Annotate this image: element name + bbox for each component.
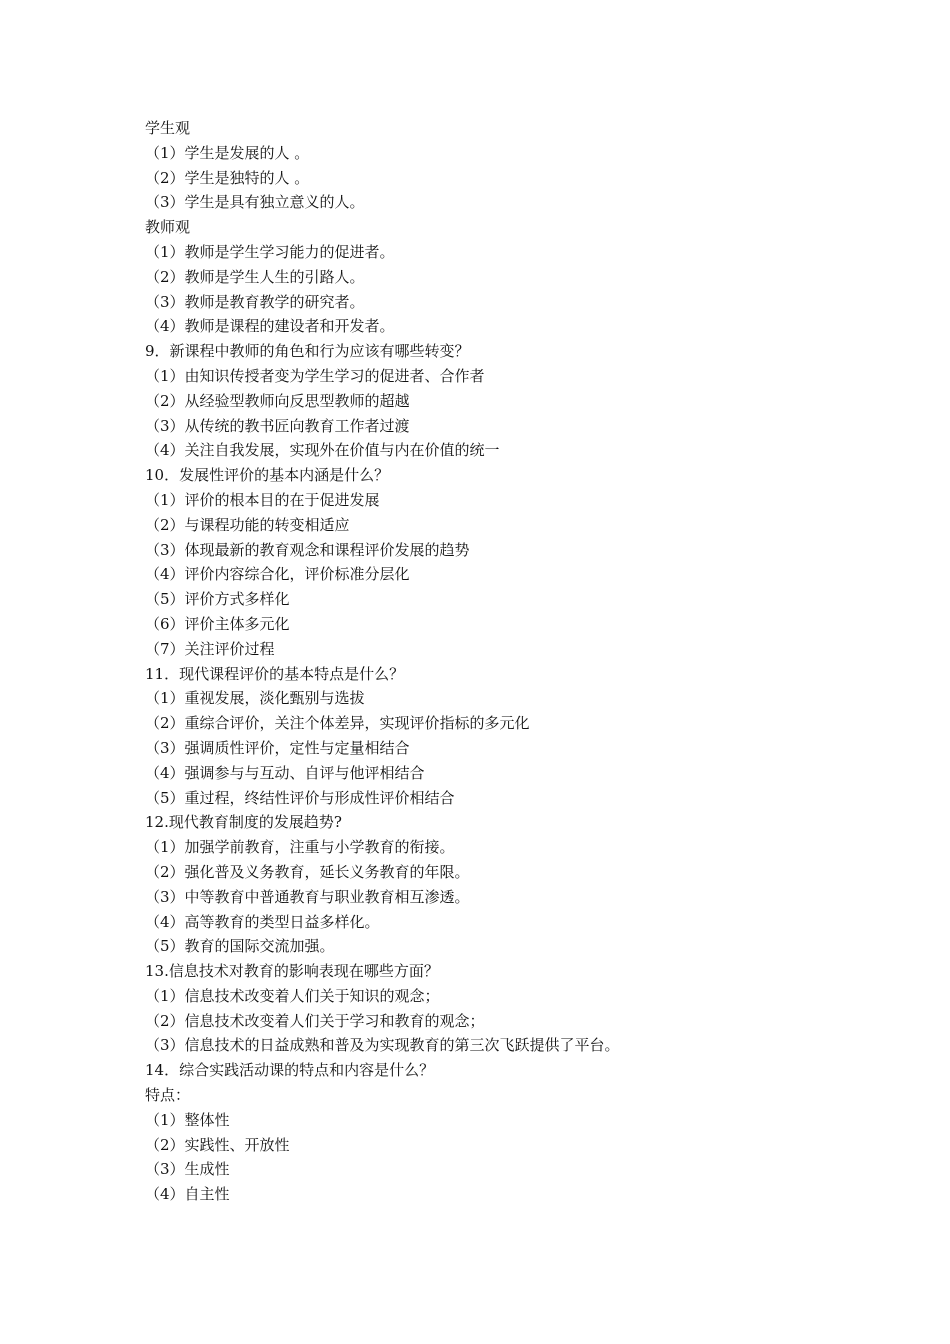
- list-item: （2）实践性、开放性: [145, 1135, 290, 1154]
- list-item: （3）从传统的教书匠向教育工作者过渡: [145, 416, 410, 435]
- list-item: （4）关注自我发展，实现外在价值与内在价值的统一: [145, 441, 500, 460]
- list-item: （5）评价方式多样化: [145, 590, 290, 609]
- question-heading-14: 14．综合实践活动课的特点和内容是什么？: [145, 1061, 435, 1080]
- document-body: [145, 116, 845, 1207]
- question-heading-10: 10．发展性评价的基本内涵是什么？: [145, 466, 390, 485]
- list-item: （3）信息技术的日益成熟和普及为实现教育的第三次飞跃提供了平台。: [145, 1036, 620, 1055]
- list-item: （4）高等教育的类型日益多样化。: [145, 912, 380, 931]
- list-item: （3）教师是教育教学的研究者。: [145, 292, 365, 311]
- list-item: （1）学生是发展的人 。: [145, 143, 310, 162]
- list-item: （1）加强学前教育，注重与小学教育的衔接。: [145, 838, 455, 857]
- question-heading-9: 9．新课程中教师的角色和行为应该有哪些转变？: [145, 342, 470, 361]
- list-item: （2）从经验型教师向反思型教师的超越: [145, 391, 410, 410]
- list-item: （4）自主性: [145, 1185, 230, 1204]
- list-item: （2）教师是学生人生的引路人。: [145, 267, 365, 286]
- list-item: （3）学生是具有独立意义的人。: [145, 193, 365, 212]
- list-item: （1）整体性: [145, 1110, 230, 1129]
- list-item: （1）教师是学生学习能力的促进者。: [145, 242, 395, 261]
- list-item: （3）体现最新的教育观念和课程评价发展的趋势: [145, 540, 470, 559]
- list-item: （3）中等教育中普通教育与职业教育相互渗透。: [145, 887, 470, 906]
- section-heading-student-view: 学生观: [145, 119, 191, 137]
- list-item: （6）评价主体多元化: [145, 614, 290, 633]
- question-heading-11: 11．现代课程评价的基本特点是什么？: [145, 664, 405, 683]
- list-item: （3）强调质性评价，定性与定量相结合: [145, 738, 410, 757]
- question-heading-13: 13.信息技术对教育的影响表现在哪些方面？: [145, 962, 439, 981]
- list-item: （1）评价的根本目的在于促进发展: [145, 490, 380, 509]
- list-item: （7）关注评价过程: [145, 639, 275, 658]
- list-item: （2）重综合评价，关注个体差异，实现评价指标的多元化: [145, 714, 530, 733]
- list-item: （2）与课程功能的转变相适应: [145, 515, 350, 534]
- list-item: （5）教育的国际交流加强。: [145, 937, 335, 956]
- list-item: （4）评价内容综合化，评价标准分层化: [145, 565, 410, 584]
- list-item: （2）学生是独特的人 。: [145, 168, 310, 187]
- list-item: （4）强调参与与互动、自评与他评相结合: [145, 763, 425, 782]
- list-item: （3）生成性: [145, 1160, 230, 1179]
- list-item: （2）强化普及义务教育，延长义务教育的年限。: [145, 862, 470, 881]
- list-item: （2）信息技术改变着人们关于学习和教育的观念；: [145, 1011, 485, 1030]
- subheading-features: 特点：: [145, 1086, 191, 1105]
- section-heading-teacher-view: 教师观: [145, 218, 191, 237]
- list-item: （1）信息技术改变着人们关于知识的观念；: [145, 986, 440, 1005]
- list-item: （1）由知识传授者变为学生学习的促进者、合作者: [145, 366, 485, 385]
- list-item: （4）教师是课程的建设者和开发者。: [145, 317, 395, 336]
- list-item: （1）重视发展，淡化甄别与选拔: [145, 689, 365, 708]
- question-heading-12: 12.现代教育制度的发展趋势?: [145, 813, 342, 832]
- list-item: （5）重过程，终结性评价与形成性评价相结合: [145, 788, 455, 807]
